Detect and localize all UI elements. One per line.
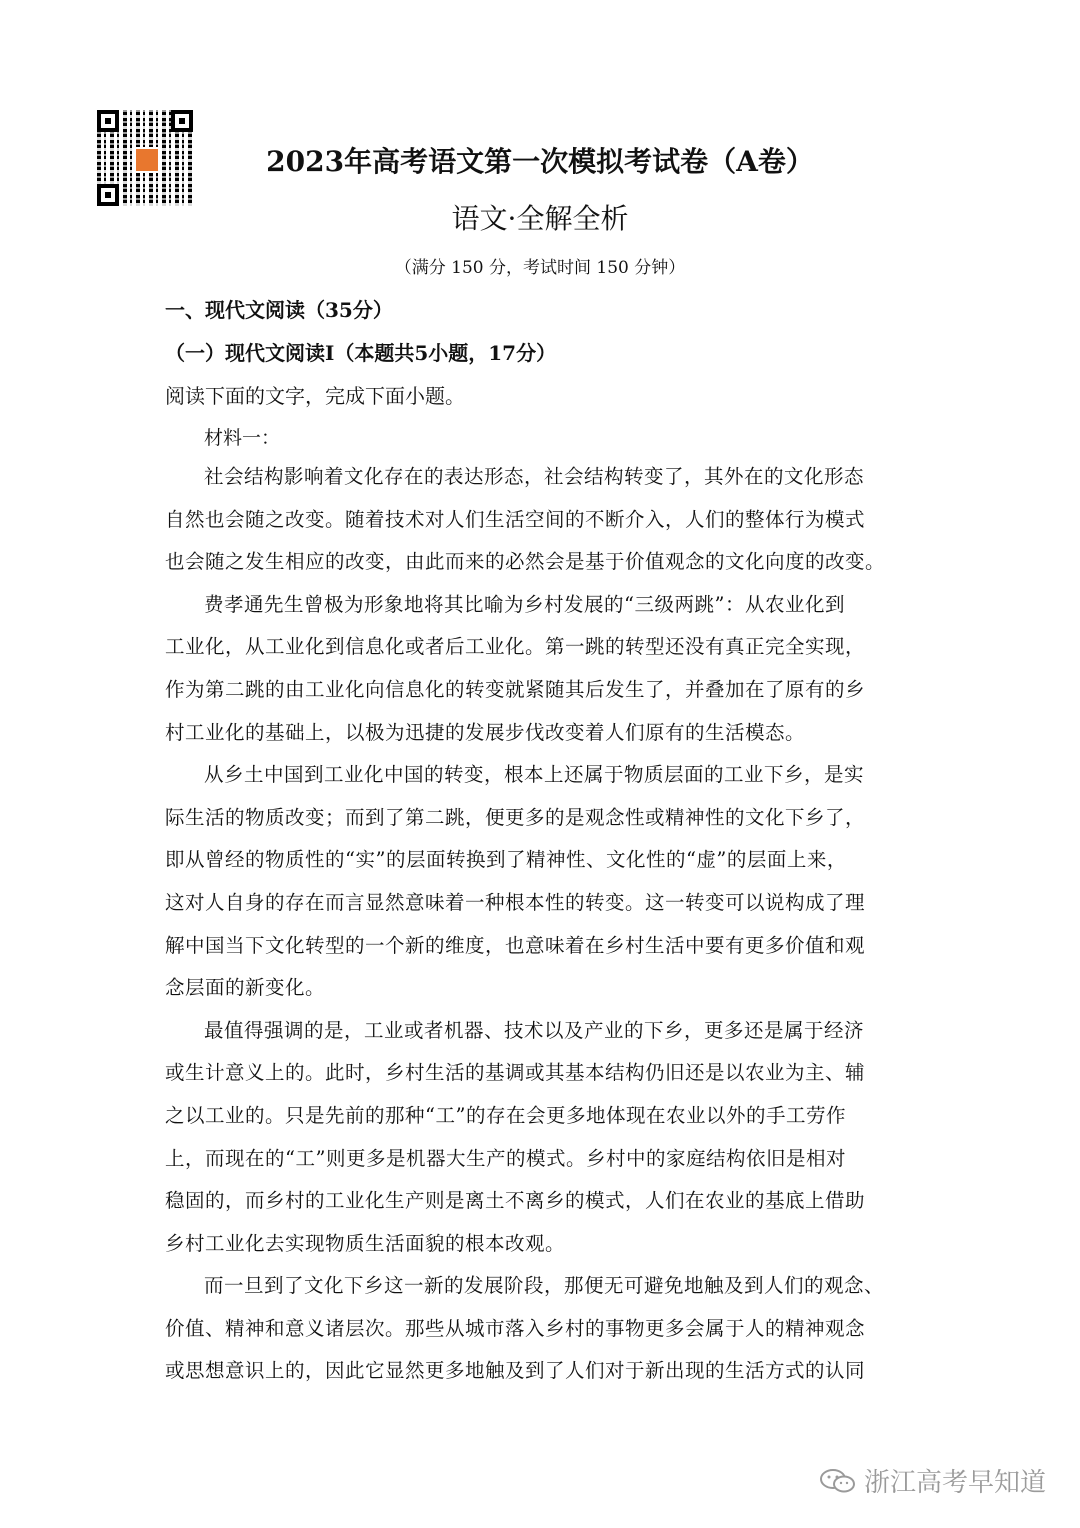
section-heading: 一、现代文阅读（35分） <box>165 298 393 322</box>
page-subtitle: 语文·全解全析 <box>451 202 629 235</box>
page-title: 2023年高考语文第一次模拟考试卷（A卷） <box>266 145 814 178</box>
paragraph-line: 稳固的，而乡村的工业化生产则是离土不离乡的模式，人们在农业的基底上借助 <box>165 1189 866 1213</box>
paragraph-line: 之以工业的。只是先前的那种“工”的存在会更多地体现在农业以外的手工劳作 <box>165 1103 846 1127</box>
paragraph-line: 最值得强调的是，工业或者机器、技术以及产业的下乡，更多还是属于经济 <box>204 1018 865 1042</box>
passage <box>165 464 935 1401</box>
paragraph-line: 而一旦到了文化下乡这一新的发展阶段，那便无可避免地触及到人们的观念、 <box>204 1274 885 1298</box>
paragraph-line: 或思想意识上的，因此它显然更多地触及到了人们对于新出现的生活方式的认同 <box>165 1359 866 1383</box>
section-subheading: （一）现代文阅读Ⅰ（本题共5小题，17分） <box>165 341 557 365</box>
material-label: 材料一： <box>204 427 281 449</box>
paragraph-line: 或生计意义上的。此时，乡村生活的基调或其基本结构仍旧还是以农业为主、辅 <box>165 1061 866 1085</box>
paragraph-line: 工业化，从工业化到信息化或者后工业化。第一跳的转型还没有真正完全实现， <box>165 635 866 659</box>
qr-finder <box>97 110 119 132</box>
paragraph-line: 从乡土中国到工业化中国的转变，根本上还属于物质层面的工业下乡，是实 <box>204 763 865 787</box>
paragraph-line: 也会随之发生相应的改变，由此而来的必然会是基于价值观念的文化向度的改变。 <box>165 550 886 574</box>
paragraph-line: 社会结构影响着文化存在的表达形态，社会结构转变了，其外在的文化形态 <box>204 465 865 488</box>
paragraph-line: 解中国当下文化转型的一个新的维度，也意味着在乡村生活中要有更多价值和观 <box>165 933 866 957</box>
paragraph-line: 这对人自身的存在而言显然意味着一种根本性的转变。这一转变可以说构成了理 <box>165 890 866 914</box>
watermark-text: 浙江高考早知道 <box>863 1468 1046 1498</box>
paragraph-line: 即从曾经的物质性的“实”的层面转换到了精神性、文化性的“虚”的层面上来， <box>165 848 847 872</box>
paragraph-line: 费孝通先生曾极为形象地将其比喻为乡村发展的“三级两跳”：从农业化到 <box>204 592 845 616</box>
paragraph-line: 价值、精神和意义诸层次。那些从城市落入乡村的事物更多会属于人的精神观念 <box>165 1316 866 1340</box>
wechat-icon <box>818 1466 858 1496</box>
paragraph-line: 作为第二跳的由工业化向信息化的转变就紧随其后发生了，并叠加在了原有的乡 <box>165 677 866 701</box>
paragraph-line: 村工业化的基础上，以极为迅捷的发展步伐改变着人们原有的生活模态。 <box>165 720 806 744</box>
instruction: 阅读下面的文字，完成下面小题。 <box>165 384 465 408</box>
exam-note: （满分 150 分，考试时间 150 分钟） <box>394 258 686 278</box>
paragraph-line: 际生活的物质改变；而到了第二跳，便更多的是观念性或精神性的文化下乡了， <box>165 805 866 829</box>
paragraph-line: 上，而现在的“工”则更多是机器大生产的模式。乡村中的家庭结构依旧是相对 <box>165 1146 846 1170</box>
paragraph-line: 自然也会随之改变。随着技术对人们生活空间的不断介入，人们的整体行为模式 <box>165 507 866 531</box>
paragraph-line: 乡村工业化去实现物质生活面貌的根本改观。 <box>165 1231 566 1255</box>
qr-finder <box>171 110 193 132</box>
paragraph-line: 念层面的新变化。 <box>165 976 326 1000</box>
watermark <box>818 1462 1046 1499</box>
